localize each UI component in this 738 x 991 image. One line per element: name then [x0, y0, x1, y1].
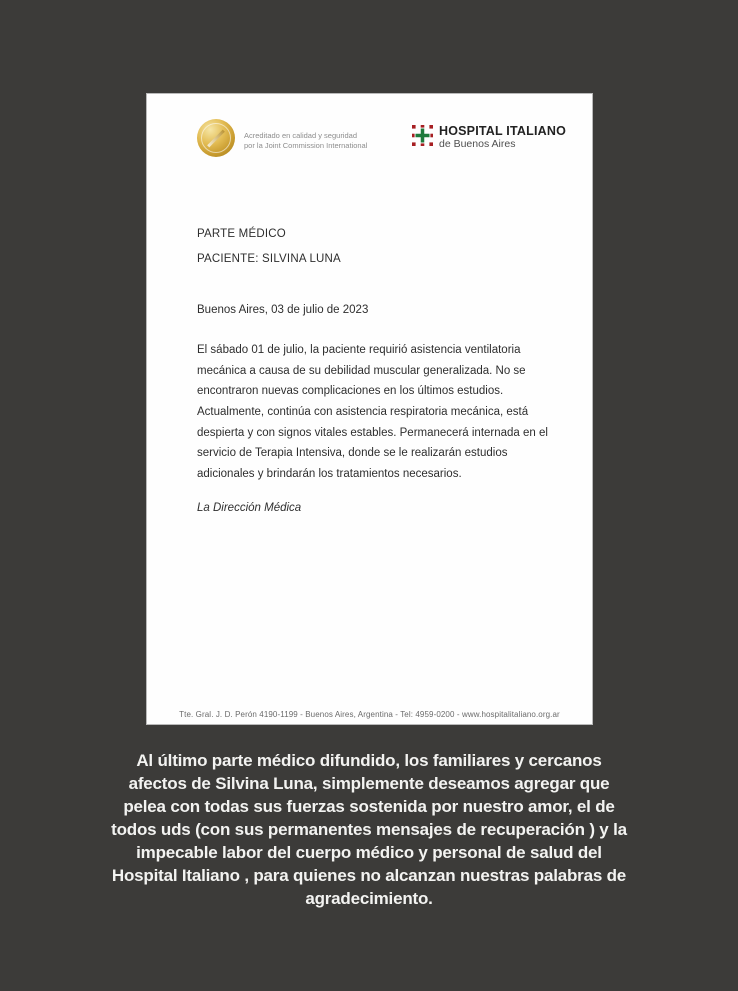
report-paragraph-2: Actualmente, continúa con asistencia respiratoria mecánica, está despierta y con signos vitales estables. Permanecerá internada en el servicio de Terapia Intensiva, donde se le realizarán estudios adicionales y brindarán los tratamientos necesarios.: [197, 406, 548, 480]
family-statement-caption: [30, 749, 708, 910]
hospital-logo-text: [439, 125, 566, 150]
hospital-address-footer: Tte. Gral. J. D. Perón 4190-1199 - Buenos Aires, Argentina - Tel: 4959-0200 - www.hospitalitaliano.org.ar: [179, 710, 560, 719]
accreditation-line2: por la Joint Commission International: [244, 141, 368, 150]
caption-line: todos uds (con sus permanentes mensajes de recuperación ) y la: [111, 820, 627, 839]
caption-line: Al último parte médico difundido, los familiares y cercanos: [136, 751, 602, 770]
jci-gold-seal-icon: [197, 119, 235, 157]
hospital-logo: [412, 125, 566, 150]
caption-line: agradecimiento.: [305, 889, 433, 908]
accreditation-text: [244, 125, 367, 151]
medical-report-page: [146, 93, 593, 725]
caption-line: impecable labor del cuerpo médico y personal de salud del: [136, 843, 602, 862]
caption-line: afectos de Silvina Luna, simplemente deseamos agregar que: [128, 774, 610, 793]
caption-line: pelea con todas sus fuerzas sostenida por nuestro amor, el de: [123, 797, 615, 816]
accreditation-line1: Acreditado en calidad y seguridad: [244, 131, 357, 140]
report-title: PARTE MÉDICO: [197, 228, 286, 240]
date-line: Buenos Aires, 03 de julio de 2023: [197, 304, 369, 316]
hospital-name: HOSPITAL ITALIANO: [438, 124, 566, 138]
letterhead: [197, 119, 566, 157]
hospital-subtitle: de Buenos Aires: [438, 138, 516, 150]
report-paragraph-1: El sábado 01 de julio, la paciente requirió asistencia ventilatoria mecánica a causa de su debilidad muscular generalizada. No se encontraron nuevas complicaciones en los últimos estudios.: [197, 344, 526, 397]
patient-line: PACIENTE: SILVINA LUNA: [197, 253, 341, 265]
hospital-italiano-logo-icon: [412, 125, 433, 146]
accreditation-block: [197, 119, 367, 157]
caption-line: Hospital Italiano , para quienes no alcanzan nuestras palabras de: [111, 866, 627, 885]
signature-line: La Dirección Médica: [197, 502, 302, 514]
